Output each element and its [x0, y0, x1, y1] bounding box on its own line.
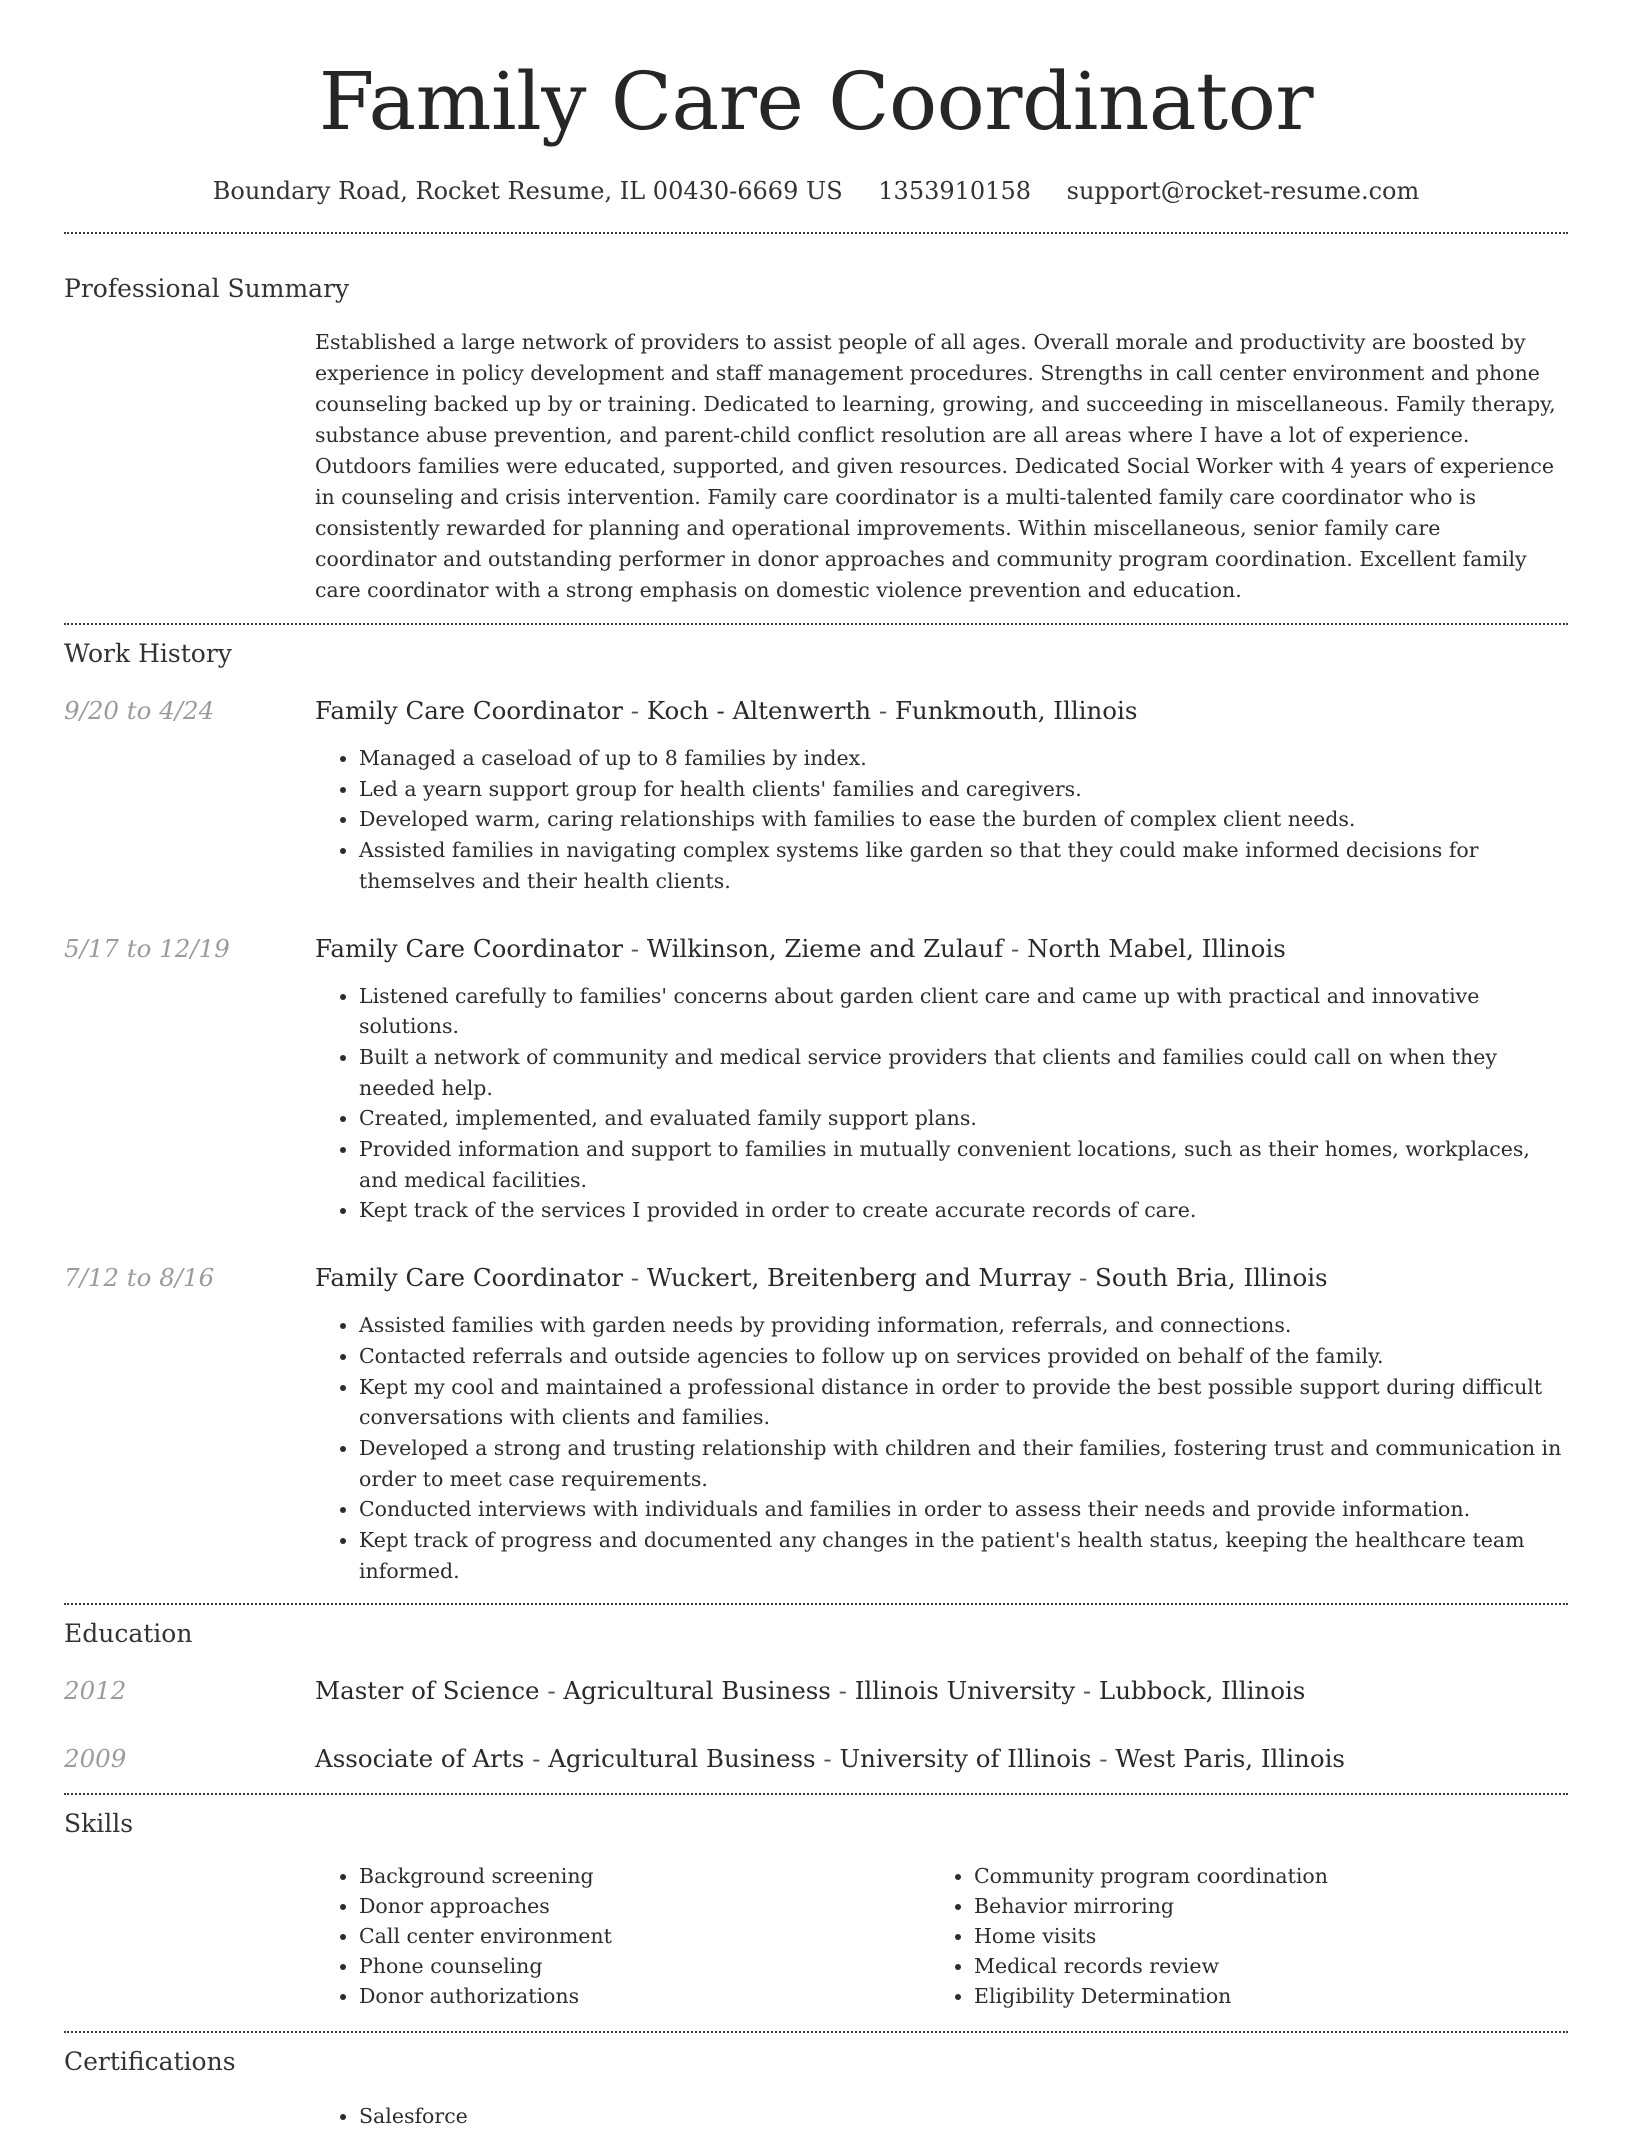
summary-text: Established a large network of providers to assist people of all ages. Overall morale and productivity are boosted by experience in policy development and staff management procedures. Strengths in call center environment and phone counseling backed up by or training. Dedicated to learning, growing, and succeeding in miscellaneous. Family therapy, substance abuse prevention, and parent-child conflict resolution are all areas where I have a lot of experience. Outdoors families were educated, supported, and given resources. Dedicated Social Worker with 4 years of experience in counseling and crisis intervention. Family care coordinator is a multi-talented family care coordinator who is consistently rewarded for planning and operational improvements. Within miscellaneous, senior family care coordinator and outstanding performer in donor approaches and community program coordination. Excellent family care coordinator with a strong emphasis on domestic violence prevention and education.: [315, 330, 1556, 602]
resume-name: Family Care Coordinator: [318, 55, 1314, 148]
education-location: West Paris, Illinois: [1115, 1744, 1345, 1774]
education-degree: Associate of Arts: [315, 1744, 525, 1774]
work-location: North Mabel, Illinois: [1027, 933, 1286, 963]
contact-line: [64, 174, 1568, 208]
education-degree: Master of Science: [315, 1676, 540, 1706]
education-title: Master of Science - Agricultural Business - Illinois University - Lubbock, Illinois: [315, 1676, 1306, 1706]
work-role: Family Care Coordinator: [315, 933, 623, 963]
work-entry: [64, 694, 1568, 728]
education-field: Agricultural Business: [563, 1676, 831, 1706]
work-dates: 9/20 to 4/24: [64, 696, 215, 725]
work-bullet: • Created, implemented, and evaluated family support plans.: [359, 1103, 1568, 1134]
skill-item: • Eligibility Determination: [974, 1981, 1545, 2011]
work-bullet: • Kept my cool and maintained a professional distance in order to provide the best possible support during difficult conversations with clients and families.: [359, 1372, 1568, 1433]
work-bullet: • Built a network of community and medical service providers that clients and families could call on when they needed help.: [359, 1042, 1568, 1103]
skill-item: • Phone counseling: [359, 1951, 930, 1981]
education-school: Illinois University: [854, 1676, 1076, 1706]
skill-item: • Home visits: [974, 1921, 1545, 1951]
work-title: Family Care Coordinator - Wilkinson, Zieme and Zulauf - North Mabel, Illinois: [315, 933, 1286, 963]
work-employer: Koch - Altenwerth: [646, 696, 872, 725]
work-title: Family Care Coordinator - Wuckert, Breitenberg and Murray - South Bria, Illinois: [315, 1263, 1328, 1293]
work-location: South Bria, Illinois: [1095, 1263, 1328, 1293]
work-bullets: [359, 981, 1568, 1227]
resume-page: [64, 0, 1568, 2132]
education-title: Associate of Arts - Agricultural Business - University of Illinois - West Paris, Illinois: [315, 1744, 1345, 1774]
work-entry: [64, 932, 1568, 966]
education-entry: [64, 1674, 1568, 1708]
work-employer: Wilkinson, Zieme and Zulauf: [646, 933, 1004, 963]
section-title-work: Work History: [64, 639, 232, 668]
education-location: Lubbock, Illinois: [1098, 1676, 1306, 1706]
work-bullet: • Kept track of the services I provided in order to create accurate records of care.: [359, 1195, 1568, 1226]
work-role: Family Care Coordinator: [315, 696, 623, 725]
work-bullet: • Developed warm, caring relationships with families to ease the burden of complex client needs.: [359, 804, 1568, 835]
work-role: Family Care Coordinator: [315, 1263, 623, 1293]
education-year: 2009: [64, 1744, 127, 1774]
work-entry: [64, 1261, 1568, 1295]
education-year: 2012: [64, 1676, 127, 1706]
skills-column-right: [930, 1861, 1545, 2011]
certifications-list: [359, 2101, 1568, 2132]
education-field: Agricultural Business: [548, 1744, 816, 1774]
section-title-education: Education: [64, 1619, 193, 1649]
skill-item: • Community program coordination: [974, 1861, 1545, 1891]
divider: [64, 1793, 1568, 1795]
work-bullet: • Developed a strong and trusting relationship with children and their families, fostering trust and communication in order to meet case requirements.: [359, 1433, 1568, 1494]
skill-item: • Call center environment: [359, 1921, 930, 1951]
skills-column-left: [315, 1861, 930, 2011]
work-bullet: • Managed a caseload of up to 8 families by index.: [359, 743, 1568, 774]
skills-grid: [315, 1861, 1568, 2011]
skill-item: • Medical records review: [974, 1951, 1545, 1981]
divider: [64, 1603, 1568, 1605]
work-bullets: [359, 743, 1568, 897]
work-title: Family Care Coordinator - Koch - Altenwerth - Funkmouth, Illinois: [315, 696, 1138, 725]
divider: [64, 623, 1568, 625]
skill-item: • Behavior mirroring: [974, 1891, 1545, 1921]
education-school: University of Illinois: [839, 1744, 1092, 1774]
divider: [64, 232, 1568, 234]
section-title-certifications: Certifications: [64, 2047, 236, 2077]
work-bullet: • Provided information and support to families in mutually convenient locations, such as their homes, workplaces, and medical facilities.: [359, 1134, 1568, 1195]
section-title-summary: Professional Summary: [64, 274, 350, 303]
work-dates: 7/12 to 8/16: [64, 1263, 215, 1293]
work-bullet: • Listened carefully to families' concerns about garden client care and came up with practical and innovative solutions.: [359, 981, 1568, 1042]
work-bullet: • Assisted families in navigating complex systems like garden so that they could make informed decisions for themselves and their health clients.: [359, 835, 1568, 896]
section-title-skills: Skills: [64, 1809, 134, 1839]
work-bullet: • Assisted families with garden needs by providing information, referrals, and connections.: [359, 1310, 1568, 1341]
work-bullet: • Kept track of progress and documented any changes in the patient's health status, keeping the healthcare team informed.: [359, 1525, 1568, 1586]
skill-item: • Donor authorizations: [359, 1981, 930, 2011]
skill-item: • Donor approaches: [359, 1891, 930, 1921]
contact-phone: 1353910158: [878, 177, 1031, 205]
work-location: Funkmouth, Illinois: [894, 696, 1138, 725]
skill-item: • Background screening: [359, 1861, 930, 1891]
work-bullets: [359, 1310, 1568, 1586]
work-employer: Wuckert, Breitenberg and Murray: [646, 1263, 1072, 1293]
work-bullet: • Conducted interviews with individuals and families in order to assess their needs and provide information.: [359, 1494, 1568, 1525]
education-entry: [64, 1742, 1568, 1776]
work-bullet: • Led a yearn support group for health clients' families and caregivers.: [359, 774, 1568, 805]
divider: [64, 2031, 1568, 2033]
contact-email: support@rocket-resume.com: [1066, 177, 1420, 205]
certification-item: • Salesforce: [359, 2101, 1568, 2132]
work-bullet: • Contacted referrals and outside agencies to follow up on services provided on behalf of the family.: [359, 1341, 1568, 1372]
work-dates: 5/17 to 12/19: [64, 933, 230, 963]
contact-address: Boundary Road, Rocket Resume, IL 00430-6669 US: [212, 177, 843, 205]
